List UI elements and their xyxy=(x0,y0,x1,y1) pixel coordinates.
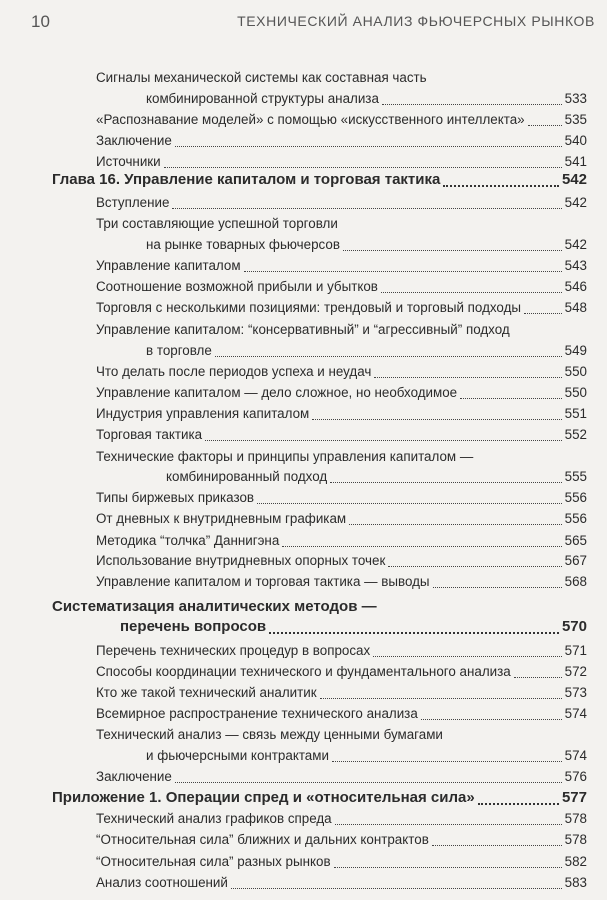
toc-entry-title: Заключение xyxy=(96,133,172,148)
toc-entry xyxy=(96,509,587,529)
toc-entry xyxy=(96,830,587,850)
dot-leader xyxy=(524,313,562,314)
toc-entry-title: Глава 16. Управление капиталом и торговая тактика xyxy=(52,171,441,188)
toc-entry xyxy=(146,746,587,766)
toc-heading xyxy=(52,597,587,617)
dot-leader xyxy=(374,377,562,378)
toc-entry-title: Что делать после периодов успеха и неудач xyxy=(96,364,372,379)
toc-entry-title: и фьючерсными контрактами xyxy=(146,748,329,763)
toc-entry-title: “Относительная сила” ближних и дальних контрактов xyxy=(96,832,429,847)
toc-page-number: 568 xyxy=(564,574,587,589)
dot-leader xyxy=(175,146,562,147)
toc-entry-title: Методика “толчка” Даннигэна xyxy=(96,533,280,548)
dot-leader xyxy=(312,419,562,420)
toc-entry xyxy=(96,277,587,297)
toc-page-number: 550 xyxy=(564,364,587,379)
toc-entry xyxy=(96,214,587,234)
dot-leader xyxy=(421,719,562,720)
dot-leader xyxy=(282,546,562,547)
toc-page-number: 577 xyxy=(561,789,587,806)
toc-page-number: 542 xyxy=(564,237,587,252)
dot-leader xyxy=(244,271,562,272)
toc-page-number: 573 xyxy=(564,685,587,700)
toc-page-number: 574 xyxy=(564,748,587,763)
running-title: ТЕХНИЧЕСКИЙ АНАЛИЗ ФЬЮЧЕРСНЫХ РЫНКОВ xyxy=(237,13,595,29)
dot-leader xyxy=(443,185,559,187)
toc-entry-title: Способы координации технического и фундаментального анализа xyxy=(96,664,511,679)
toc-entry xyxy=(96,131,587,151)
toc-page-number: 578 xyxy=(564,832,587,847)
toc-entry-title: Управление капиталом — дело сложное, но необходимое xyxy=(96,385,458,400)
dot-leader xyxy=(215,356,562,357)
toc-entry xyxy=(166,467,587,487)
toc-page-number: 552 xyxy=(564,427,587,442)
toc-entry-title: Торговая тактика xyxy=(96,427,203,442)
toc-page-number: 541 xyxy=(564,154,587,169)
dot-leader xyxy=(164,167,562,168)
toc-entry xyxy=(96,383,587,403)
toc-entry xyxy=(96,362,587,382)
toc-entry-title: Управление капиталом и торговая тактика — выводы xyxy=(96,574,430,589)
toc-entry xyxy=(96,152,587,172)
toc-page-number: 570 xyxy=(561,618,587,635)
dot-leader xyxy=(172,208,562,209)
toc-page-number: 556 xyxy=(564,490,587,505)
toc-entry xyxy=(96,404,587,424)
toc-entry-title: Систематизация аналитических методов — xyxy=(52,598,377,615)
toc-entry xyxy=(96,298,587,318)
toc-entry xyxy=(146,89,587,109)
toc-entry xyxy=(96,320,587,340)
dot-leader xyxy=(373,656,562,657)
toc-page-number: 567 xyxy=(564,553,587,568)
toc-entry xyxy=(96,641,587,661)
dot-leader xyxy=(460,398,562,399)
toc-entry xyxy=(96,531,587,551)
toc-entry-title: Использование внутридневных опорных точек xyxy=(96,553,386,568)
toc-heading xyxy=(52,170,587,190)
toc-entry-title: Технический анализ графиков спреда xyxy=(96,811,332,826)
toc-entry-title: Типы биржевых приказов xyxy=(96,490,254,505)
toc-entry xyxy=(96,256,587,276)
toc-entry-title: «Распознавание моделей» с помощью «искусственного интеллекта» xyxy=(96,112,525,127)
toc-page-number: 540 xyxy=(564,133,587,148)
toc-page-number: 576 xyxy=(564,769,587,784)
toc-entry xyxy=(96,488,587,508)
toc-page-number: 546 xyxy=(564,279,587,294)
toc-entry-title: Управление капиталом xyxy=(96,258,241,273)
toc-entry xyxy=(96,725,587,745)
toc-entry-title: Торговля с несколькими позициями: трендовый и торговый подходы xyxy=(96,300,522,315)
toc-page-number: 582 xyxy=(564,854,587,869)
toc-entry xyxy=(96,767,587,787)
page-number: 10 xyxy=(31,12,50,31)
dot-leader xyxy=(269,632,559,634)
toc-entry-title: Всемирное распространение технического анализа xyxy=(96,706,418,721)
toc-entry-title: Кто же такой технический аналитик xyxy=(96,685,317,700)
toc-entry-title: Перечень технических процедур в вопросах xyxy=(96,643,371,658)
dot-leader xyxy=(231,888,562,889)
toc-page-number: 583 xyxy=(564,875,587,890)
dot-leader xyxy=(335,824,562,825)
toc-entry-title: Приложение 1. Операции спред и «относительная сила» xyxy=(52,789,475,806)
toc-entry xyxy=(96,193,587,213)
toc-entry-title: Соотношение возможной прибыли и убытков xyxy=(96,279,378,294)
toc-entry-title: От дневных к внутридневным графикам xyxy=(96,511,347,526)
toc-page-number: 572 xyxy=(564,664,587,679)
toc-entry xyxy=(96,873,587,893)
dot-leader xyxy=(381,292,562,293)
toc-page-number: 542 xyxy=(561,171,587,188)
dot-leader xyxy=(432,845,562,846)
dot-leader xyxy=(514,677,562,678)
toc-entry-title: Сигналы механической системы как составная часть xyxy=(96,70,427,85)
toc-entry xyxy=(96,662,587,682)
toc-entry-title: Три составляющие успешной торговли xyxy=(96,216,338,231)
toc-entry-title: перечень вопросов xyxy=(120,618,267,635)
toc-page-number: 574 xyxy=(564,706,587,721)
toc-page-number: 533 xyxy=(564,91,587,106)
toc-page-number: 551 xyxy=(564,406,587,421)
toc-entry xyxy=(96,551,587,571)
toc-entry xyxy=(96,68,587,88)
toc-page-number: 543 xyxy=(564,258,587,273)
toc-heading xyxy=(52,788,587,808)
dot-leader xyxy=(382,104,562,105)
dot-leader xyxy=(330,482,562,483)
toc-entry-title: Анализ соотношений xyxy=(96,875,228,890)
toc-entry-title: комбинированной структуры анализа xyxy=(146,91,379,106)
dot-leader xyxy=(528,125,562,126)
toc-entry-title: Заключение xyxy=(96,769,172,784)
toc-page-number: 549 xyxy=(564,343,587,358)
toc-entry-title: комбинированный подход xyxy=(166,469,328,484)
toc-heading xyxy=(120,617,587,637)
toc-entry xyxy=(146,235,587,255)
toc-entry xyxy=(96,852,587,872)
toc-entry-title: в торговле xyxy=(146,343,212,358)
dot-leader xyxy=(332,761,562,762)
toc-entry-title: Технический анализ — связь между ценными бумагами xyxy=(96,727,443,742)
toc-entry xyxy=(96,683,587,703)
dot-leader xyxy=(349,524,562,525)
toc-page-number: 565 xyxy=(564,533,587,548)
toc-entry-title: Вступление xyxy=(96,195,170,210)
toc-entry xyxy=(96,572,587,592)
dot-leader xyxy=(433,587,562,588)
toc-entry xyxy=(96,704,587,724)
toc-page-number: 571 xyxy=(564,643,587,658)
toc-page-number: 535 xyxy=(564,112,587,127)
dot-leader xyxy=(388,566,562,567)
toc-page-number: 555 xyxy=(564,469,587,484)
toc-entry-title: Индустрия управления капиталом xyxy=(96,406,310,421)
toc-entry-title: Источники xyxy=(96,154,161,169)
toc-page-number: 542 xyxy=(564,195,587,210)
toc-entry-title: “Относительная сила” разных рынков xyxy=(96,854,331,869)
toc-page-number: 550 xyxy=(564,385,587,400)
dot-leader xyxy=(175,782,562,783)
toc-entry xyxy=(96,425,587,445)
dot-leader xyxy=(334,867,562,868)
page-header xyxy=(0,0,607,40)
toc-entry-title: на рынке товарных фьючерсов xyxy=(146,237,340,252)
dot-leader xyxy=(257,503,562,504)
dot-leader xyxy=(320,698,562,699)
toc-page-number: 556 xyxy=(564,511,587,526)
toc-entry xyxy=(96,447,587,467)
toc-entry xyxy=(96,110,587,130)
dot-leader xyxy=(205,440,562,441)
dot-leader xyxy=(343,250,562,251)
toc-entry xyxy=(96,809,587,829)
toc-entry-title: Управление капиталом: “консервативный” и “агрессивный” подход xyxy=(96,322,510,337)
toc-page-number: 578 xyxy=(564,811,587,826)
toc-page-number: 548 xyxy=(564,300,587,315)
toc-entry xyxy=(146,341,587,361)
dot-leader xyxy=(478,803,559,805)
toc-entry-title: Технические факторы и принципы управления капиталом — xyxy=(96,449,474,464)
